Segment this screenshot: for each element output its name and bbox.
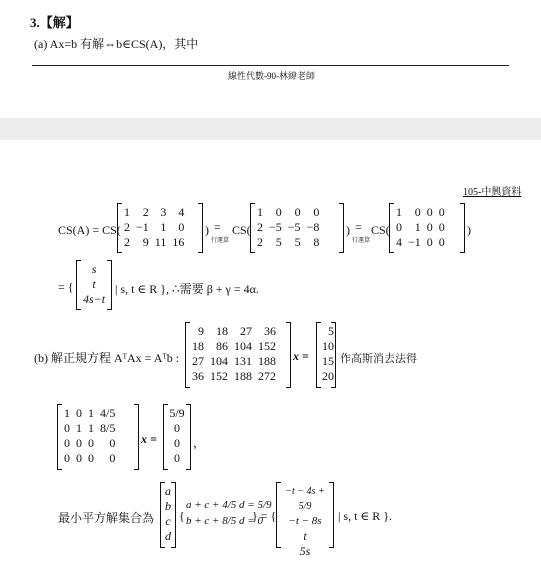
rref-tail: ，	[193, 436, 206, 450]
source-tag: 105-中興資料	[463, 187, 522, 198]
cell: 4	[178, 205, 185, 219]
bracket-left	[389, 203, 394, 253]
cell: 0	[64, 421, 70, 435]
cell: t	[92, 277, 96, 291]
cell: 8/5	[100, 421, 116, 435]
cell: 0	[88, 451, 94, 465]
page-gap	[0, 118, 541, 140]
bracket-left	[185, 322, 190, 388]
part-a-text: (a) Ax=b 有解⇔b∈CS(A)，其中	[34, 37, 199, 51]
x-label: x =	[293, 349, 309, 363]
cell: 188	[234, 369, 252, 383]
cell: 36	[264, 324, 276, 338]
final-tail: | s, t ∈ R }.	[338, 509, 393, 523]
cell: −t − 4s + 5/9	[285, 486, 325, 512]
cell: s	[91, 262, 97, 276]
cell: 27	[240, 324, 252, 338]
cell: 0	[178, 220, 185, 234]
cs-mid-2: CS(	[371, 223, 390, 237]
cell: 0	[426, 235, 433, 249]
cell: 0	[313, 205, 320, 219]
matrix-c-table	[393, 205, 448, 250]
previous-page-fragment	[0, 0, 541, 118]
cell: 0	[174, 451, 180, 465]
cell: 0	[64, 451, 70, 465]
cell: 104	[210, 354, 228, 368]
bracket-left	[76, 260, 81, 310]
cell: 131	[234, 354, 252, 368]
cs-lhs: CS(A) = CS(	[58, 223, 121, 237]
cell: 0	[64, 436, 70, 450]
cell: 0	[294, 205, 301, 219]
bracket-left	[250, 203, 255, 253]
bracket-right	[286, 322, 291, 388]
cell: 18	[216, 324, 228, 338]
bracket-right	[171, 482, 176, 548]
cell: 3	[160, 205, 167, 219]
cell: 0	[275, 205, 282, 219]
cell: 188	[258, 354, 276, 368]
ata-table	[189, 324, 279, 384]
cell: 1	[88, 421, 94, 435]
cell: 5	[328, 324, 334, 338]
bracket-left	[316, 322, 321, 388]
cell: 0	[174, 421, 180, 435]
bracket-right	[339, 203, 344, 253]
cell: 1	[124, 205, 130, 219]
equation-1: a + c + 4/5 d = 5/9	[186, 499, 272, 511]
bracket-right	[107, 260, 112, 310]
cell: −1	[408, 235, 421, 249]
brace-open: {	[179, 509, 185, 523]
bracket-right	[134, 404, 139, 470]
rref-table	[61, 406, 118, 466]
bracket-left	[276, 482, 281, 548]
cell: d	[165, 529, 171, 543]
cell: 4	[396, 235, 402, 249]
close-paren: )	[205, 223, 209, 237]
cell: 10	[322, 339, 334, 353]
cell: 1	[88, 406, 94, 420]
bracket-left	[57, 404, 62, 470]
solution-title: 【解】	[39, 15, 79, 30]
cell: 152	[210, 369, 228, 383]
matrix-b-table	[254, 205, 322, 250]
cell: 0	[414, 205, 421, 219]
cell: 2	[257, 220, 263, 234]
var-vector	[160, 482, 176, 548]
bracket-left	[160, 482, 165, 548]
row-op-label-1: 行運算	[211, 238, 230, 244]
eq-mid: } = {	[252, 509, 277, 523]
cell: 4s−t	[83, 292, 106, 306]
cell: 0	[76, 451, 82, 465]
cell: 16	[172, 235, 185, 249]
cell: −t − 8s	[288, 515, 322, 527]
cell: 86	[216, 339, 228, 353]
cell: 0	[426, 205, 433, 219]
bracket-left	[163, 404, 168, 470]
part-b-lead: (b) 解正規方程 AᵀAx = Aᵀb :	[34, 351, 180, 365]
atb-vector	[316, 322, 336, 388]
cell: 11	[154, 235, 167, 249]
cell: −5	[269, 220, 282, 234]
number-text: 3.	[30, 15, 40, 30]
cell: 1	[414, 220, 421, 234]
cell: 15	[322, 354, 334, 368]
footer-credit: 線性代數-90-林緯老師	[228, 71, 315, 81]
cell: 0	[438, 205, 445, 219]
cell: −1	[136, 220, 149, 234]
set-prefix: = {	[58, 280, 74, 294]
cell: 1	[160, 220, 167, 234]
page-footer-rule	[32, 65, 509, 66]
cell: t	[303, 529, 307, 543]
cell: 5	[275, 235, 282, 249]
cell: 0	[76, 436, 82, 450]
solution-table	[279, 484, 331, 559]
cell: 0	[174, 436, 180, 450]
rref-x-label: x =	[141, 432, 157, 446]
cell: 20	[322, 369, 334, 383]
equals-sign: =	[355, 220, 362, 234]
cell: 0	[76, 406, 82, 420]
bracket-right	[460, 203, 465, 253]
cell: 2	[257, 235, 263, 249]
cell: 4/5	[100, 406, 116, 420]
cell: 0	[109, 436, 116, 450]
cell: b	[165, 499, 171, 513]
rref-matrix	[57, 404, 139, 470]
cell: 1	[257, 205, 263, 219]
cell: 2	[142, 205, 149, 219]
cell: 27	[192, 354, 204, 368]
solution-vector	[276, 482, 334, 558]
cell: 1	[64, 406, 70, 420]
bracket-left	[117, 203, 122, 253]
cell: 1	[76, 421, 82, 435]
matrix-a	[117, 203, 203, 253]
close-paren: )	[346, 223, 350, 237]
cell: −8	[306, 220, 320, 234]
cell: 9	[142, 235, 149, 249]
cell: 1	[396, 205, 402, 219]
final-lead: 最小平方解集合為	[58, 511, 155, 525]
rref-rhs	[163, 404, 191, 470]
cell: 5	[294, 235, 301, 249]
set-vector	[76, 260, 112, 310]
row-op-label-2: 行運算	[352, 238, 371, 244]
bracket-right	[198, 203, 203, 253]
cell: 0	[438, 235, 445, 249]
cell: 0	[426, 220, 433, 234]
cell: 0	[396, 220, 402, 234]
set-vector-table	[80, 262, 108, 307]
cell: c	[165, 514, 171, 528]
cell: 8	[313, 235, 320, 249]
cell: 152	[258, 339, 276, 353]
matrix-c	[389, 203, 465, 253]
cell: 18	[192, 339, 204, 353]
ata-matrix	[185, 322, 291, 388]
matrix-b	[250, 203, 344, 253]
cell: 0	[88, 436, 94, 450]
cell: a	[165, 484, 171, 498]
problem-number	[30, 12, 79, 31]
cell: 272	[258, 369, 276, 383]
cs-mid: CS(	[232, 223, 251, 237]
cell: 5s	[299, 544, 311, 558]
cell: 5/9	[169, 406, 185, 420]
cell: 2	[124, 235, 130, 249]
bracket-right	[331, 322, 336, 388]
cell: 104	[234, 339, 252, 353]
close-paren: )	[467, 223, 471, 237]
bracket-right	[329, 482, 334, 548]
cell: 9	[198, 324, 204, 338]
cell: 2	[124, 220, 130, 234]
cell: 0	[109, 451, 116, 465]
bracket-right	[186, 404, 191, 470]
cell: 36	[192, 369, 204, 383]
equals-sign: =	[214, 220, 221, 234]
part-b-tail: 作高斯消去法得	[340, 353, 417, 365]
matrix-a-table	[121, 205, 187, 250]
cell: −5	[287, 220, 301, 234]
equation-2: b + c + 8/5 d = 0	[186, 515, 263, 527]
set-suffix: | s, t ∈ R }, ∴需要 β + γ = 4α.	[115, 282, 259, 296]
cell: 0	[438, 220, 445, 234]
